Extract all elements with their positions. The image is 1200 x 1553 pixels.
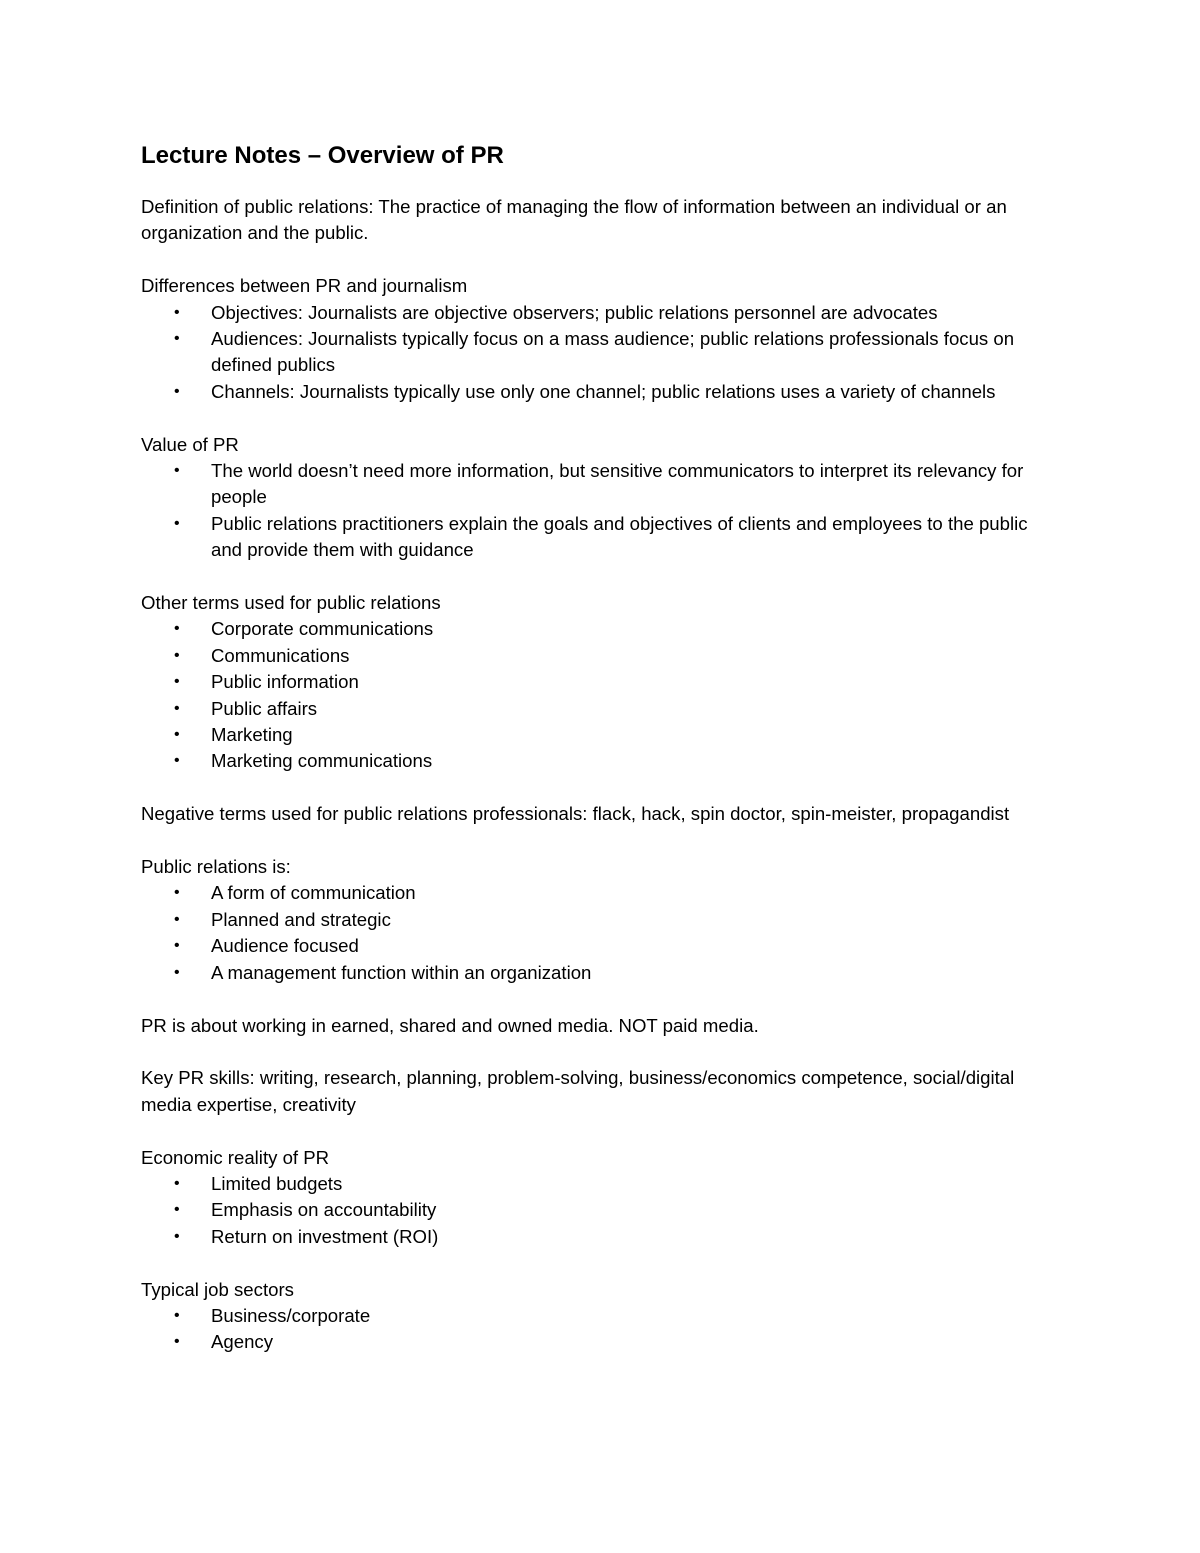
list-item: • Audience focused: [141, 933, 1061, 959]
bullet-icon: •: [174, 382, 180, 400]
bullet-icon: •: [174, 303, 180, 321]
list-item: • Marketing communications: [141, 748, 1061, 774]
value-list: [141, 458, 1061, 564]
list-item: • Agency: [141, 1329, 1061, 1355]
list-item: • Emphasis on accountability: [141, 1197, 1061, 1223]
bullet-icon: •: [174, 752, 180, 770]
list-item: • Planned and strategic: [141, 907, 1061, 933]
definition-paragraph: Definition of public relations: The practice of managing the flow of information between an individual or an organization and the public.: [141, 196, 1007, 244]
economic-heading: Economic reality of PR: [141, 1146, 330, 1168]
bullet-icon: •: [174, 646, 180, 664]
sectors-list: [141, 1303, 1061, 1356]
bullet-icon: •: [174, 726, 180, 744]
bullet-icon: •: [174, 1227, 180, 1245]
list-item: • Return on investment (ROI): [141, 1224, 1061, 1250]
bullet-icon: •: [174, 884, 180, 902]
bullet-icon: •: [174, 1306, 180, 1324]
list-item: • Audiences: Journalists typically focus on a mass audience; public relations professionals focus on defined publics: [174, 328, 1015, 376]
bullet-icon: •: [174, 699, 180, 717]
value-heading: Value of PR: [141, 433, 239, 455]
list-item: • Communications: [141, 643, 1061, 669]
list-item: • A form of communication: [141, 880, 1061, 906]
document-page: [141, 140, 1061, 1382]
list-item: • Objectives: Journalists are objective observers; public relations personnel are advocates: [141, 300, 1061, 326]
sectors-heading: Typical job sectors: [141, 1278, 294, 1300]
bullet-icon: •: [174, 620, 180, 638]
bullet-icon: •: [174, 963, 180, 981]
list-item: • Marketing: [141, 722, 1061, 748]
bullet-icon: •: [174, 1201, 180, 1219]
bullet-icon: •: [174, 1333, 180, 1351]
other-terms-list: [141, 616, 1061, 774]
negative-terms-paragraph: Negative terms used for public relations professionals: flack, hack, spin doctor, spin-meister, propagandist: [141, 803, 1010, 825]
pr-is-list: [141, 880, 1061, 986]
list-item: • The world doesn’t need more information, but sensitive communicators to interpret its relevancy for people: [174, 460, 1024, 508]
media-paragraph: PR is about working in earned, shared and owned media. NOT paid media.: [141, 1014, 759, 1036]
bullet-icon: •: [174, 910, 180, 928]
skills-paragraph: Key PR skills: writing, research, planning, problem-solving, business/economics competence, social/digital media expertise, creativity: [141, 1067, 1015, 1115]
list-item: • Channels: Journalists typically use only one channel; public relations uses a variety of channels: [141, 379, 1061, 405]
list-item: • Public information: [141, 669, 1061, 695]
list-item: • Public affairs: [141, 696, 1061, 722]
list-item: • Business/corporate: [141, 1303, 1061, 1329]
bullet-icon: •: [174, 462, 180, 480]
pr-is-heading: Public relations is:: [141, 856, 291, 878]
economic-list: [141, 1171, 1061, 1250]
list-item: • Public relations practitioners explain the goals and objectives of clients and employees to the public and provide them with guidance: [174, 512, 1028, 561]
list-item: • Corporate communications: [141, 616, 1061, 642]
differences-heading: Differences between PR and journalism: [141, 275, 468, 297]
bullet-icon: •: [174, 1174, 180, 1192]
differences-list: [141, 300, 1061, 406]
bullet-icon: •: [174, 673, 180, 691]
bullet-icon: •: [174, 514, 180, 532]
bullet-icon: •: [174, 937, 180, 955]
page-title: Lecture Notes – Overview of PR: [141, 142, 504, 169]
bullet-icon: •: [174, 330, 180, 348]
list-item: • A management function within an organization: [141, 960, 1061, 986]
other-terms-heading: Other terms used for public relations: [141, 592, 441, 614]
list-item: • Limited budgets: [141, 1171, 1061, 1197]
